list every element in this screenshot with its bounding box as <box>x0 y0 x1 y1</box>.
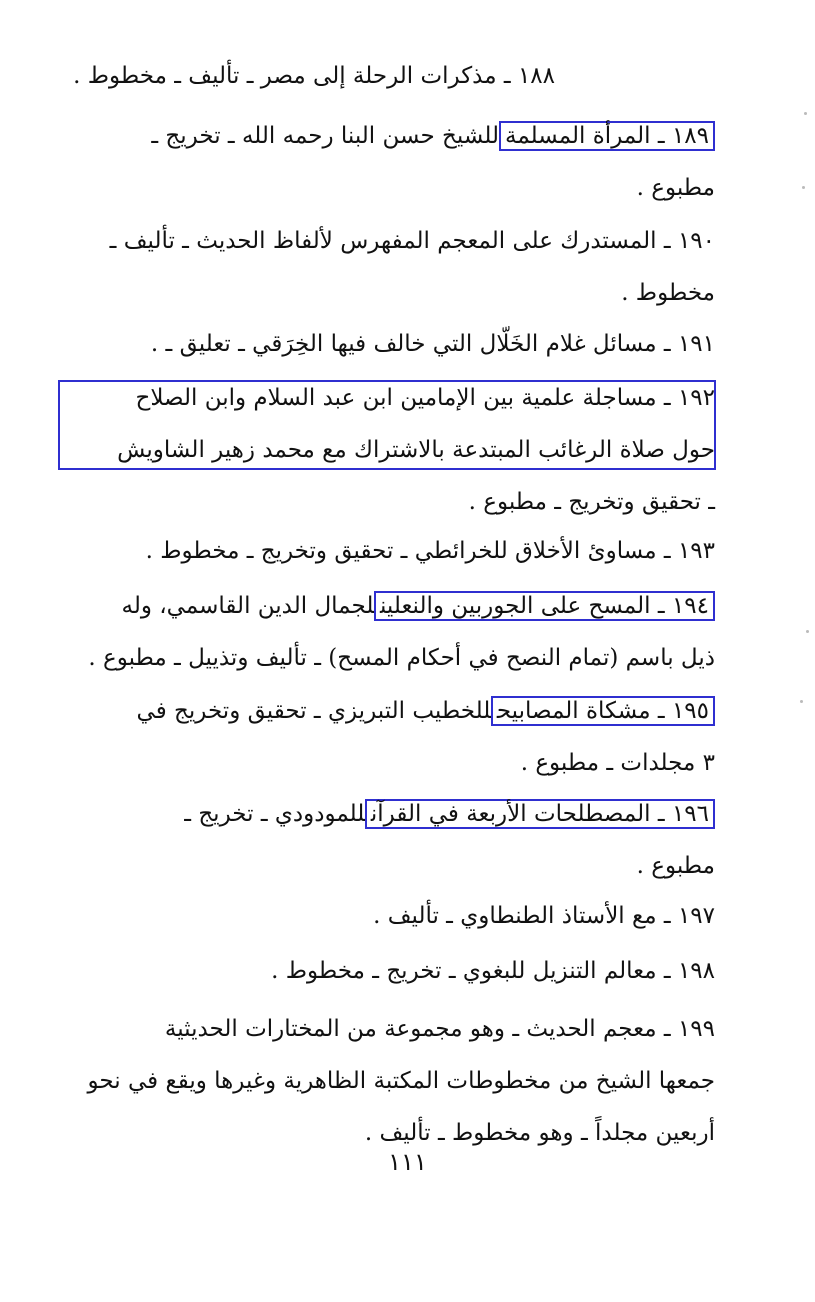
margin-speck <box>804 112 807 115</box>
entry-193-line-1: ١٩٣ ـ مساوئ الأخلاق للخرائطي ـ تحقيق وتخريج ـ مخطوط . <box>145 538 715 564</box>
entry-195 <box>60 685 715 789</box>
margin-speck <box>806 630 809 633</box>
entry-199-line-3: أربعين مجلداً ـ وهو مخطوط ـ تأليف . <box>364 1120 715 1146</box>
entry-199-line-2: جمعها الشيخ من مخطوطات المكتبة الظاهرية وغيرها ويقع في نحو <box>87 1068 715 1094</box>
entry-198 <box>60 945 715 997</box>
entry-190-line-1: ١٩٠ ـ المستدرك على المعجم المفهرس لألفاظ الحديث ـ تأليف ـ <box>109 228 715 254</box>
entry-189-highlight: ١٨٩ ـ المرأة المسلمة <box>499 121 715 151</box>
entry-197 <box>60 890 715 942</box>
entry-191-line-1: ١٩١ ـ مسائل غلام الخَلّال التي خالف فيها الخِرَقي ـ تعليق ـ . <box>150 331 715 357</box>
entry-199-line-1: ١٩٩ ـ معجم الحديث ـ وهو مجموعة من المختارات الحديثية <box>164 1016 715 1042</box>
entry-193 <box>60 525 715 577</box>
entry-188 <box>60 50 715 102</box>
entry-196 <box>60 788 715 892</box>
entry-192-line-3: ـ تحقيق وتخريج ـ مطبوع . <box>468 489 715 515</box>
entry-196-rest: للمودودي ـ تخريج ـ <box>184 801 365 827</box>
entry-195-line-1 <box>60 685 715 737</box>
entry-194-highlight: ١٩٤ ـ المسح على الجوربين والنعلين <box>374 591 715 621</box>
entry-194-line-2: ذيل باسم (تمام النصح في أحكام المسح) ـ تأليف وتذييل ـ مطبوع . <box>88 645 715 671</box>
entry-194 <box>60 580 715 684</box>
entry-195-highlight: ١٩٥ ـ مشكاة المصابيح <box>491 696 715 726</box>
entry-196-line-2: مطبوع . <box>636 853 715 879</box>
entry-196-highlight: ١٩٦ ـ المصطلحات الأربعة في القرآن <box>365 799 715 829</box>
entry-195-line-2: ٣ مجلدات ـ مطبوع . <box>520 750 715 776</box>
page-number: ١١١ <box>388 1148 427 1176</box>
entry-189-line-1 <box>60 110 715 162</box>
entry-192-line-1: ١٩٢ ـ مساجلة علمية بين الإمامين ابن عبد السلام وابن الصلاح <box>135 385 715 411</box>
entry-198-line-1: ١٩٨ ـ معالم التنزيل للبغوي ـ تخريج ـ مخطوط . <box>271 958 715 984</box>
entry-194-line-1 <box>60 580 715 632</box>
entry-195-rest: للخطيب التبريزي ـ تحقيق وتخريج في <box>136 698 491 724</box>
entry-199 <box>60 1003 715 1159</box>
entry-188-line-1: ١٨٨ ـ مذكرات الرحلة إلى مصر ـ تأليف ـ مخطوط . <box>73 63 555 89</box>
entry-192-line-2: حول صلاة الرغائب المبتدعة بالاشتراك مع محمد زهير الشاويش <box>117 437 715 463</box>
entry-196-line-1 <box>60 788 715 840</box>
entry-192 <box>60 372 715 528</box>
margin-speck <box>800 700 803 703</box>
entry-191 <box>60 318 715 370</box>
entry-189 <box>60 110 715 214</box>
margin-speck <box>802 186 805 189</box>
entry-189-line-2: مطبوع . <box>636 175 715 201</box>
entry-190-line-2: مخطوط . <box>621 280 715 306</box>
entry-189-rest: للشيخ حسن البنا رحمه الله ـ تخريج ـ <box>151 123 499 149</box>
entry-194-rest: لجمال الدين القاسمي، وله <box>121 593 374 619</box>
entry-197-line-1: ١٩٧ ـ مع الأستاذ الطنطاوي ـ تأليف . <box>373 903 715 929</box>
entry-190 <box>60 215 715 319</box>
